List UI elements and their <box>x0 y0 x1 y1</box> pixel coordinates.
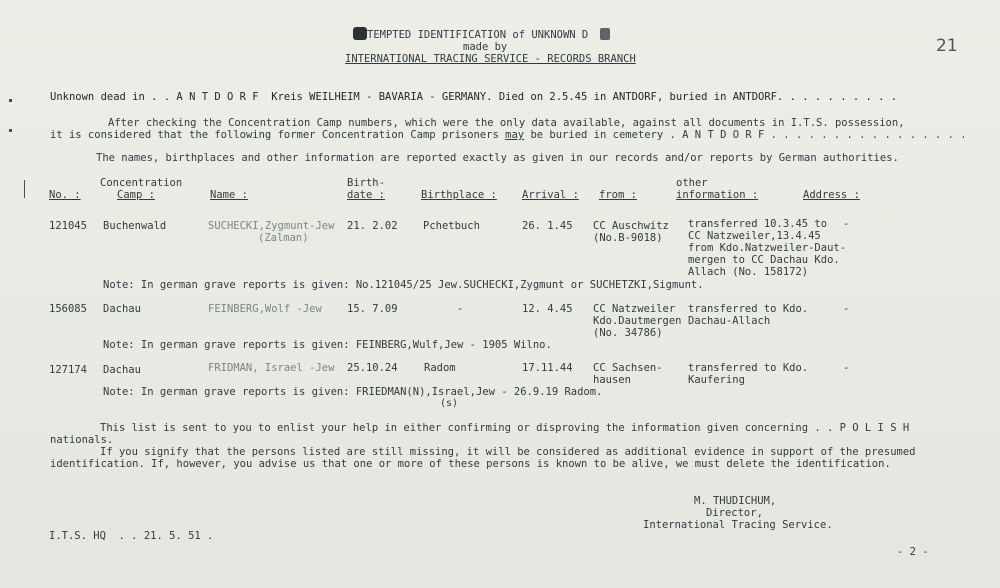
row1-info-1: transferred 10.3.45 to <box>688 218 828 230</box>
title-line-3: INTERNATIONAL TRACING SERVICE - RECORDS BRANCH <box>345 53 636 65</box>
row2-arrival: 12. 4.45 <box>522 303 573 315</box>
signature-name: M. THUDICHUM, <box>694 495 777 507</box>
row2-birthdate: 15. 7.09 <box>347 303 398 315</box>
row3-birthdate: 25.10.24 <box>347 362 398 374</box>
intro-line-3: The names, birthplaces and other information are reported exactly as given in our records and/or reports by German authorities. <box>96 152 899 164</box>
row1-birthplace: Pchetbuch <box>423 220 480 232</box>
row3-address: - <box>843 362 850 374</box>
row3-note-extra: (s) <box>440 398 459 409</box>
header-name: Name : <box>210 189 248 201</box>
closing-line-4: identification. If, however, you advise us that one or more of these persons is known to be alive, we must delete the identification. <box>50 458 891 470</box>
row3-arrival: 17.11.44 <box>522 362 573 374</box>
title-line-1: TEMPTED IDENTIFICATION of UNKNOWN D <box>367 29 589 41</box>
header-from: from : <box>599 189 637 201</box>
row3-birthplace: Radom <box>424 362 456 374</box>
closing-line-3: If you signify that the persons listed are still missing, it will be considered as additional evidence in support of the presumed <box>100 446 916 458</box>
row2-address: - <box>843 303 850 315</box>
ink-smudge <box>353 27 367 40</box>
header-other: other <box>676 177 708 189</box>
row2-name: FEINBERG,Wolf -Jew <box>208 303 322 315</box>
row1-info-2: CC Natzweiler,13.4.45 <box>688 230 821 242</box>
header-arrival: Arrival : <box>522 189 579 201</box>
intro-line-1: After checking the Concentration Camp numbers, which were the only data available, against all documents in I.T.S. possession, <box>108 117 905 129</box>
header-no: No. : <box>49 189 81 201</box>
header-birthdate: Birth- <box>347 177 385 189</box>
closing-line-1: This list is sent to you to enlist your help in either confirming or disproving the information given concerning . . P O L I S H <box>100 422 910 434</box>
row2-info-1: transferred to Kdo. <box>688 303 809 315</box>
header-address: Address : <box>803 189 860 201</box>
page-number-bottom: - 2 - <box>897 546 929 558</box>
row1-birthdate: 21. 2.02 <box>347 220 398 232</box>
row3-from-1: CC Sachsen- <box>593 362 663 374</box>
ink-smudge <box>600 28 610 40</box>
row1-from-1: CC Auschwitz <box>593 220 669 232</box>
intro-line-2: it is considered that the following former Concentration Camp prisoners may be buried in cemetery . A N T D O R F . . . . . . . . . . . . . . . . <box>50 129 967 141</box>
row3-name: FRIDMAN, Israel -Jew <box>208 362 335 374</box>
row2-from-1: CC Natzweiler <box>593 303 676 315</box>
row1-camp: Buchenwald <box>103 220 167 232</box>
signature-title: Director, <box>706 507 763 519</box>
unknown-dead-line: Unknown dead in . . A N T D O R F Kreis WEILHEIM - BAVARIA - GERMANY. Died on 2.5.45 in ANTDORF, buried in ANTDORF. . . . . . . . . . <box>50 91 898 103</box>
row3-no: 127174 <box>49 364 87 376</box>
row1-no: 121045 <box>49 220 87 232</box>
margin-mark <box>24 180 25 198</box>
row1-from-2: (No.B-9018) <box>593 232 663 244</box>
row3-info-1: transferred to Kdo. <box>688 362 809 374</box>
header-birthplace: Birthplace : <box>421 189 497 201</box>
header-camp: Concentration <box>100 177 183 189</box>
row2-from-2: Kdo.Dautmergen <box>593 315 682 327</box>
row3-note: Note: In german grave reports is given: FRIEDMAN(N),Israel,Jew - 26.9.19 Radom. <box>103 386 603 398</box>
margin-mark <box>9 129 12 132</box>
row1-name: SUCHECKI,Zygmunt-Jew <box>208 220 335 232</box>
row2-from-3: (No. 34786) <box>593 327 663 339</box>
row2-note: Note: In german grave reports is given: FEINBERG,Wulf,Jew - 1905 Wilno. <box>103 339 552 351</box>
row2-birthplace: - <box>457 303 464 315</box>
row2-no: 156085 <box>49 303 87 315</box>
margin-mark <box>9 99 12 102</box>
row3-camp: Dachau <box>103 364 141 376</box>
row1-address: - <box>843 218 850 230</box>
row1-info-3: from Kdo.Natzweiler-Daut- <box>688 242 847 254</box>
row3-from-2: hausen <box>593 374 631 386</box>
row1-arrival: 26. 1.45 <box>522 220 573 232</box>
header-camp-2: Camp : <box>117 189 155 201</box>
row2-camp: Dachau <box>103 303 141 315</box>
row1-name-alt: (Zalman) <box>258 232 309 244</box>
header-birthdate-2: date : <box>347 189 385 201</box>
footer-reference: I.T.S. HQ . . 21. 5. 51 . <box>49 530 214 542</box>
row3-info-2: Kaufering <box>688 374 745 386</box>
row1-info-5: Allach (No. 158172) <box>688 266 809 278</box>
row2-info-2: Dachau-Allach <box>688 315 771 327</box>
page-number-top: 21 <box>936 36 958 56</box>
title-line-2: made by <box>463 41 508 53</box>
header-other-2: information : <box>676 189 759 201</box>
row1-note: Note: In german grave reports is given: No.121045/25 Jew.SUCHECKI,Zygmunt or SUCHETZKI,Sigmunt. <box>103 279 704 291</box>
row1-info-4: mergen to CC Dachau Kdo. <box>688 254 840 266</box>
signature-org: International Tracing Service. <box>643 519 833 531</box>
closing-line-2: nationals. <box>50 434 114 446</box>
